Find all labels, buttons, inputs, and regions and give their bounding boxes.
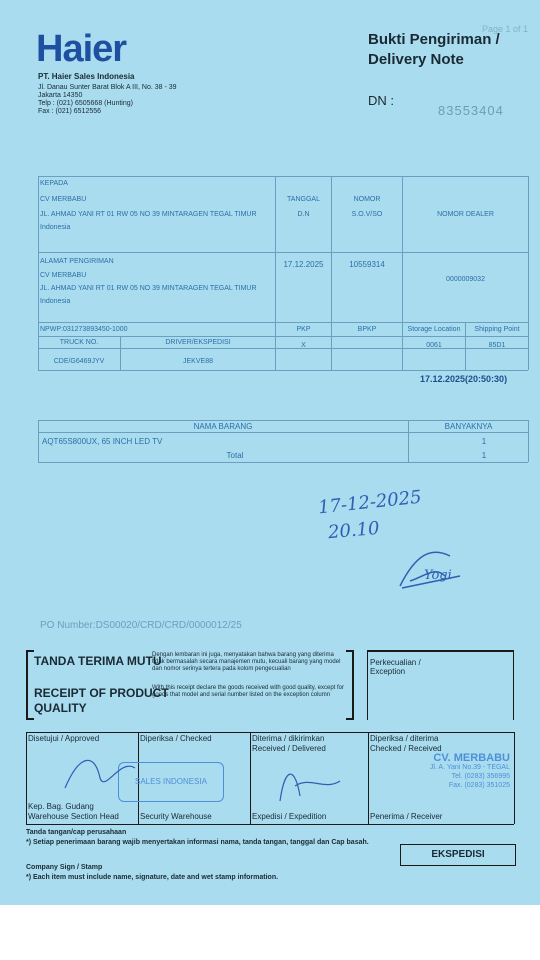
dn-number: 83553404 [438,103,504,118]
receipt-title-en2: QUALITY [34,701,87,715]
sig-receiver-role: Penerima / Receiver [370,812,443,821]
npwp: NPWP:031273893450-1000 [40,326,128,333]
storage-location-label: Storage Location [407,326,461,333]
sig-received-label: Diperiksa / diterima [370,734,439,743]
expedition-signature [270,756,350,806]
kepada-label: KEPADA [40,180,68,187]
merbabu-stamp [376,754,510,790]
footer-note1: *) Setiap penerimaan barang wajib menyertakan informasi nama, tanda tangan, tanggal dan Cap basah. [26,839,369,846]
so-number: 10559314 [349,260,385,269]
consignee-address: JL. AHMAD YANI RT 01 RW 05 NO 39 MINTARAGEN TEGAL TIMUR [40,211,257,218]
sig-expedition-role: Expedisi / Expedition [252,812,327,821]
footer-note2-title: Company Sign / Stamp [26,864,103,871]
shipping-value: 85D1 [488,342,506,349]
company-phone: Telp : (021) 6505668 (Hunting) [38,100,133,107]
document-title [368,30,500,70]
sig-delivered-label: Diterima / dikirimkan [252,734,325,743]
sig-checked-role: Security Warehouse [140,812,212,821]
footer-note1-title: Tanda tangan/cap perusahaan [26,829,127,836]
ship-to-name: CV MERBABU [40,272,87,279]
dn-label: DN : [368,93,394,108]
driver-label: DRIVER/EKSPEDISI [165,339,231,346]
po-number: PO Number:DS00020/CRD/CRD/0000012/25 [40,620,242,631]
footer-note2: *) Each item must include name, signature, date and wet stamp information. [26,874,279,881]
bpkp-label: BPKP [357,326,377,333]
item-row-qty: 1 [481,437,487,446]
company-city: Jakarta 14350 [38,92,83,99]
receipt-title-en1: RECEIPT OF PRODUCT [34,686,169,700]
exception-label [370,658,421,676]
nomor-label: NOMOR [353,196,381,203]
dealer-number: 0000009032 [446,276,485,283]
copy-label-ekspedisi: EKSPEDISI [400,844,516,866]
tanggal-sub: D.N [297,211,310,218]
merbabu-stamp-address: Jl. A. Yani No.39 - TEGAL [429,764,510,771]
total-label: Total [226,451,244,460]
receipt-text-en: With this receipt declare the goods received with good quality, except for goods that model and serial number listed on the exception column [152,685,344,698]
ship-to-label: ALAMAT PENGIRIMAN [40,258,114,265]
tanggal-label: TANGGAL [287,196,320,203]
sig-approved-role-en: Warehouse Section Head [28,812,119,821]
approver-signature [60,748,140,798]
haier-logo: Haier [36,28,127,70]
company-name: PT. Haier Sales Indonesia [38,72,135,81]
receipt-title-id: TANDA TERIMA MUTU [34,654,162,668]
document-title-id: Bukti Pengiriman / [368,31,500,48]
handwritten-time: 20.10 [327,517,381,544]
merbabu-stamp-tel: Tel. (0283) 356995 [451,773,510,780]
receipt-text-id: Dengan lembaran ini juga, menyatakan bahwa barang yang diterima tidak bermasalah secara manajemen mutu, kecuali barang yang model dan nomor serinya tertera pada kolom pengecualian [152,652,341,672]
pkp-value: X [301,342,306,349]
sig-delivered-label-en: Received / Delivered [252,744,326,753]
item-row-name: AQT65S800UX, 65 INCH LED TV [42,437,163,446]
driver-name: JEKVE88 [183,358,213,365]
exception-label-id: Perkecualian / [370,658,421,667]
consignee-country: Indonesia [40,224,71,231]
merbabu-stamp-fax: Fax. (0283) 351025 [448,782,510,789]
exception-label-en: Exception [370,667,406,676]
haier-company-stamp: SALES INDONESIA [118,762,224,802]
item-name-header: NAMA BARANG [193,422,253,431]
handwritten-date: 17-12-2025 [317,486,423,519]
company-address: Jl. Danau Sunter Barat Blok A III, No. 38 - 39 [38,84,177,91]
nomor-sub: S.O.V/SO [351,211,383,218]
pkp-label: PKP [296,326,311,333]
dn-date: 17.12.2025 [283,260,324,269]
ship-to-country: Indonesia [40,298,71,305]
consignee-name: CV MERBABU [40,196,87,203]
total-qty: 1 [481,451,487,460]
truck-label: TRUCK NO. [59,339,99,346]
merbabu-stamp-name: CV. MERBABU [433,752,510,764]
document-title-en: Delivery Note [368,51,464,68]
storage-value: 0061 [426,342,442,349]
shipping-point-label: Shipping Point [474,326,520,333]
company-fax: Fax : (021) 6512556 [38,108,102,115]
sig-approved-label: Disetujui / Approved [28,734,100,743]
sig-checked-label: Diperiksa / Checked [140,734,212,743]
dealer-label: NOMOR DEALER [437,211,494,218]
item-qty-header: BANYAKNYA [444,422,493,431]
print-timestamp: 17.12.2025(20:50:30) [420,374,508,384]
signature-name: Yogi [424,568,452,583]
sig-received-label-en: Checked / Received [370,744,442,753]
handwritten-signature [390,536,470,596]
page-number: Page 1 of 1 [482,24,529,34]
ship-to-address: JL. AHMAD YANI RT 01 RW 05 NO 39 MINTARAGEN TEGAL TIMUR [40,285,257,292]
sig-approved-role: Kep. Bag. Gudang [28,802,94,811]
truck-number: CDE/G6469JYV [53,358,105,365]
